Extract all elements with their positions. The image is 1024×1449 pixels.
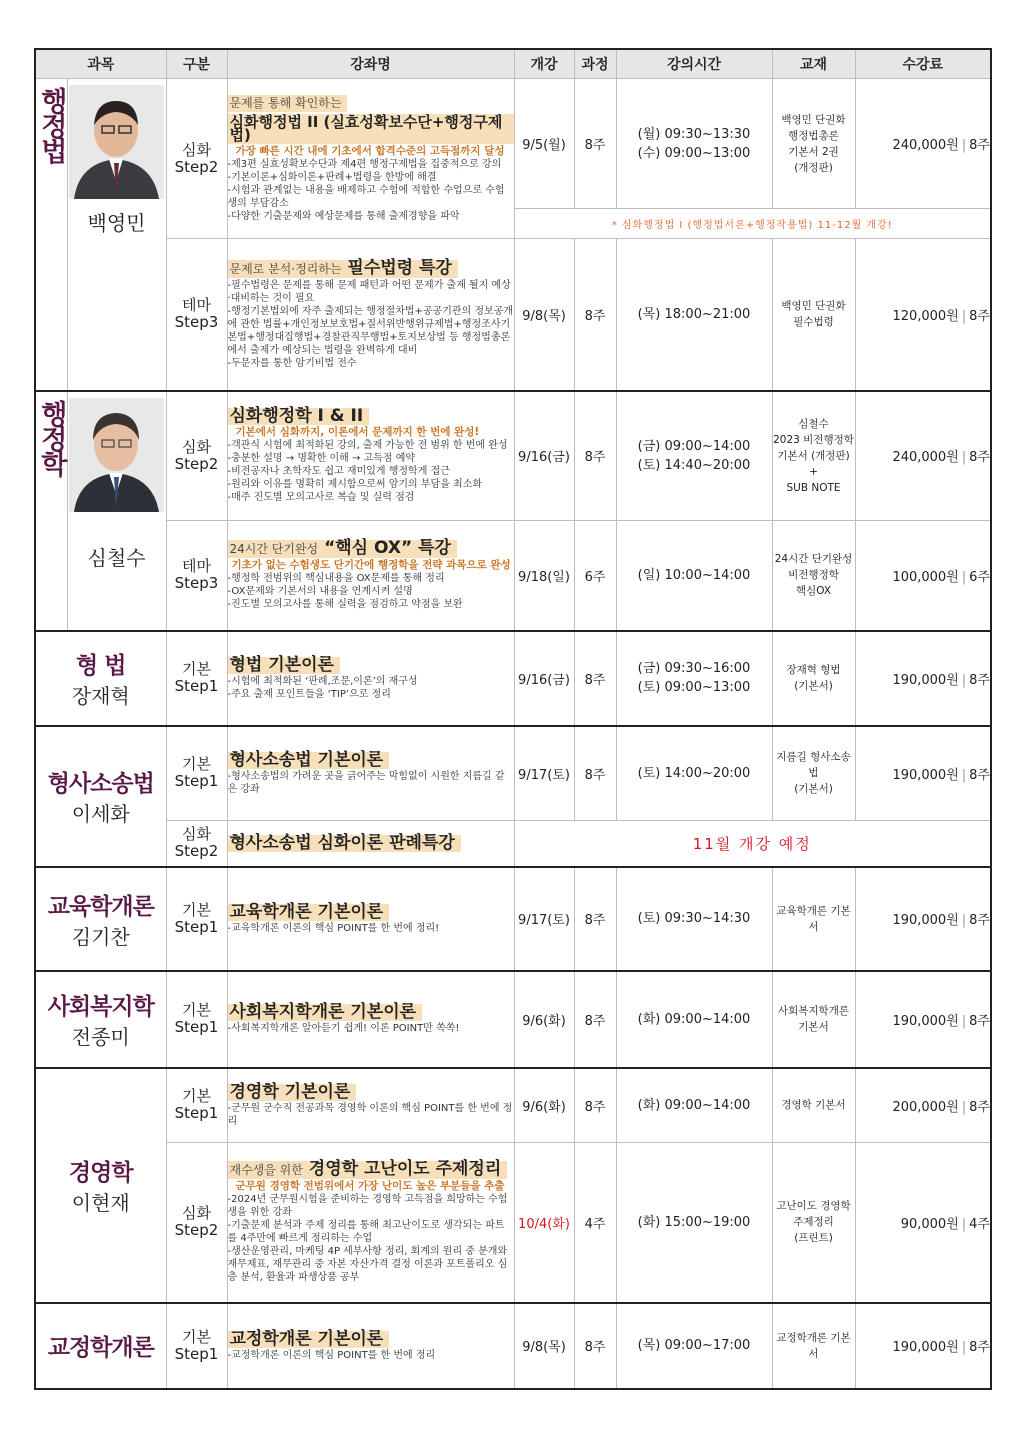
duration: 8주 <box>574 971 616 1068</box>
course-cell <box>227 631 514 726</box>
portrait-icon <box>69 398 164 512</box>
table-row <box>35 1143 991 1303</box>
course-cell: 문제로 분석·정리하는 필수법령 특강 -필수법령은 문제를 통해 문제 패턴과 어떤 문제가 출제 될지 예상·대비하는 것이 필요 -행정기본법외에 자주 출제되는 행정절차법+공공기관의 정보공개에 관한 법률+개인정보보호법+질서위반행위규제법+행정조사기본법+행정대집행법+경찰관직무행법+토지보상법 등 행정법총론에서 출제가 예상되는 법령을 완벽하게 대비 -두문자를 통한 암기비법 전수 <box>227 239 514 391</box>
list-item: -군무원 군수직 전공과목 경영학 이론의 핵심 POINT를 한 번에 정리 <box>227 1102 513 1127</box>
duration: 8주 <box>574 79 616 209</box>
course-title: 경영학 기본이론 <box>228 1084 357 1101</box>
level-cell: 테마 Step3 <box>166 239 227 391</box>
subject-cell <box>35 726 166 867</box>
teacher-name: 이세화 <box>71 802 130 826</box>
fee: 100,000원 | 6주 <box>855 521 991 631</box>
list-item: -주요 출제 포인트들을 ‘TIP’으로 정리 <box>227 688 391 700</box>
teacher-name: 심철수 <box>87 545 146 570</box>
course-cell: 심화행정학 I & II 기본에서 심화까지, 이론에서 문제까지 한 번에 완성! -객관식 시험에 최적화된 강의, 출제 가능한 전 범위 한 번에 완성 -충분한 설명 → 명확한 이해 → 고득점 예약 -비전공자나 초학자도 쉽고 재미있게 행정학게 접근 -원리와 이유를 명확히 제시함으로써 암기의 부담을 최소화 -매주 진도별 모의고사로 복습 및 실력 점검 <box>227 391 514 521</box>
course-title: 심화행정학 I & II <box>228 408 370 425</box>
list-item: -시험에 최적화된 ‘판례,조문,이론’의 재구성 <box>227 675 418 687</box>
level-cell: 기본 Step1 <box>166 971 227 1068</box>
fee: 190,000원 | 8주 <box>855 867 991 971</box>
table-row <box>35 1303 991 1389</box>
course-title: “핵심 OX” 특강 <box>324 538 451 559</box>
textbook: 심철수 2023 비전행정학 기본서 (개정판) + SUB NOTE <box>772 391 855 521</box>
start-date: 9/6(화) <box>514 971 574 1068</box>
fee: 120,000원 | 8주 <box>855 239 991 391</box>
list-item: -기본이론+심화이론+판례+법령을 한방에 해결 <box>227 172 437 183</box>
textbook: 장재혁 형법 (기본서) <box>772 631 855 726</box>
subject-name: 교정학개론 <box>47 1335 154 1361</box>
teacher-name: 김기찬 <box>71 924 130 949</box>
subject-haengjeonghak: 행정학 <box>35 391 67 631</box>
start-date: 10/4(화) <box>514 1143 574 1303</box>
level-cell: 기본 Step1 <box>166 1068 227 1143</box>
fee: 90,000원 | 4주 <box>855 1143 991 1303</box>
list-item: -사회복지학개론 알아듣기 쉽게! 이론 POINT만 쏙쏙! <box>227 1023 460 1034</box>
duration: 8주 <box>574 631 616 726</box>
course-cell <box>227 867 514 971</box>
fee: 190,000원 | 8주 <box>855 971 991 1068</box>
fee: 190,000원 | 8주 <box>855 726 991 821</box>
course-title: 심화행정법 II (실효성확보수단+행정구제법) <box>228 114 514 144</box>
lecture-times <box>616 521 772 631</box>
list-item: -제3편 실효성확보수단과 제4편 행정구제법을 집중적으로 강의 <box>227 159 502 170</box>
subject-name: 형 법 <box>76 653 126 679</box>
list-item: -다양한 기출문제와 예상문제를 통해 출제경향을 파악 <box>227 211 460 222</box>
avatar <box>69 85 164 199</box>
subject-name: 형사소송법 <box>47 771 154 797</box>
level-cell: 심화 Step2 <box>166 79 227 239</box>
textbook: 백영민 단권화 행정법총론 기본서 2권 (개정판) <box>772 79 855 209</box>
list-item: -교육학개론 이론의 핵심 POINT를 한 번에 정리! <box>227 922 440 934</box>
subject-haengjeongbeop: 행정법 <box>35 79 67 391</box>
list-item: (수) 09:00~13:00 <box>637 145 751 161</box>
start-date: 9/8(목) <box>514 239 574 391</box>
list-item: -기출문제 분석과 주제 정리를 통해 최고난이도로 생각되는 파트를 4주만에 빠르게 정리하는 수업 <box>227 1220 505 1245</box>
list-item: -형사소송법의 가려운 곳을 긁어주는 막힘없이 시원한 지름길 같은 강좌 <box>227 770 505 795</box>
lecture-times <box>616 79 772 209</box>
course-cell <box>227 821 514 867</box>
table-row <box>35 821 991 867</box>
lecture-times <box>616 631 772 726</box>
course-title: 교육학개론 기본이론 <box>228 904 390 921</box>
duration: 8주 <box>574 1303 616 1389</box>
course-cell <box>227 726 514 821</box>
header-fee: 수강료 <box>855 49 991 79</box>
portrait-icon <box>69 85 164 199</box>
start-date: 9/17(토) <box>514 867 574 971</box>
subject-name: 사회복지학 <box>47 994 154 1020</box>
list-item: (목) 09:00~17:00 <box>637 1338 751 1353</box>
level-cell: 기본 Step1 <box>166 631 227 726</box>
course-title: 형사소송법 심화이론 판례특강 <box>228 835 461 852</box>
textbook: 교정학개론 기본서 <box>772 1303 855 1389</box>
table-row <box>35 971 991 1068</box>
textbook: 24시간 단기완성 비전행정학 핵심OX <box>772 521 855 631</box>
textbook: 고난이도 경영학 주제정리 (프린트) <box>772 1143 855 1303</box>
level-cell: 심화 Step2 <box>166 391 227 521</box>
duration: 8주 <box>574 867 616 971</box>
list-item: -두문자를 통한 암기비법 전수 <box>227 357 357 369</box>
list-item: (월) 09:30~13:30 <box>637 126 751 142</box>
duration: 8주 <box>574 391 616 521</box>
level-cell: 심화 Step2 <box>166 1143 227 1303</box>
fee: 190,000원 | 8주 <box>855 631 991 726</box>
list-item: -교정학개론 이론의 핵심 POINT를 한 번에 정리 <box>227 1349 436 1361</box>
lecture-times <box>616 239 772 391</box>
list-item: (목) 18:00~21:00 <box>637 306 751 322</box>
lecture-times <box>616 867 772 971</box>
course-cell: 재수생을 위한 경영학 고난이도 주제정리 군무원 경영학 전범위에서 가장 난이도 높은 부분들을 추출 -2024년 군무원시험을 준비하는 경영학 고득점을 희망하는 수험생을 위한 강좌 -기출문제 분석과 주제 정리를 통해 최고난이도로 생각되는 파트를 4주만에 빠르게 정리하는 수업 -생산운영관리, 마케팅 4P 세부사항 정리, 회계의 원리 중 분개와 재무제표, 재무관리 중 자본 자산가격 결정 이론과 포트폴리오 심층 분석, 환율과 파생상품 공부 <box>227 1143 514 1303</box>
teacher-name: 전종미 <box>71 1025 130 1049</box>
subject-cell <box>35 1068 166 1303</box>
level-cell: 기본 Step1 <box>166 1303 227 1389</box>
list-item: -진도별 모의고사를 통해 실력을 점검하고 약점을 보완 <box>227 599 463 611</box>
textbook: 지름길 형사소송법 (기본서) <box>772 726 855 821</box>
header-course: 강좌명 <box>227 49 514 79</box>
subject-cell <box>35 867 166 971</box>
lecture-times <box>616 391 772 521</box>
lecture-times <box>616 971 772 1068</box>
avatar <box>69 398 164 512</box>
list-item: -행정기본법외에 자주 출제되는 행정절차법+공공기관의 정보공개에 관한 법률+개인정보보호법+질서위반행위규제법+행정조사기본법+행정대집행법+경찰관직무행법+토지보상법 등 행정법총론에서 출제가 예상되는 법령을 완벽하게 대비 <box>227 305 514 356</box>
list-item: (화) 09:00~14:00 <box>637 1097 751 1113</box>
list-item: (화) 09:00~14:00 <box>637 1011 751 1027</box>
notice: * 심화행정법 I (행정법서론+행정작용법) 11-12월 개강! <box>514 209 991 239</box>
schedule-table <box>34 48 992 1390</box>
level-cell: 테마 Step3 <box>166 521 227 631</box>
start-date: 9/17(토) <box>514 726 574 821</box>
upcoming-notice: 11월 개강 예정 <box>514 821 991 867</box>
teacher-cell <box>67 391 166 631</box>
course-title: 형법 기본이론 <box>228 657 340 674</box>
list-item: -생산운영관리, 마케팅 4P 세부사항 정리, 회계의 원리 중 분개와 재무제표, 재무관리 중 자본 자산가격 결정 이론과 포트폴리오 심층 분석, 환율과 파생상품 공부 <box>227 1246 508 1284</box>
list-item: (금) 09:00~14:00 <box>637 438 751 454</box>
table-row <box>35 79 991 209</box>
table-row <box>35 521 991 631</box>
header-subject: 과목 <box>35 49 166 79</box>
lecture-times <box>616 726 772 821</box>
textbook: 백영민 단권화 필수법령 <box>772 239 855 391</box>
header-duration: 과정 <box>574 49 616 79</box>
textbook: 교육학개론 기본서 <box>772 867 855 971</box>
list-item: (일) 10:00~14:00 <box>637 567 751 583</box>
course-cell: 24시간 단기완성 “핵심 OX” 특강 기초가 없는 수험생도 단기간에 행정학을 전략 과목으로 완성 -행정학 전범위의 핵심내용을 OX문제를 통해 정리 -OX문제와 기본서의 내용을 연계시켜 설명 -진도별 모의고사를 통해 실력을 점검하고 약점을 보완 <box>227 521 514 631</box>
course-title: 경영학 고난이도 주제정리 <box>308 1159 502 1180</box>
header-book: 교재 <box>772 49 855 79</box>
start-date: 9/16(금) <box>514 391 574 521</box>
level-cell: 기본 Step1 <box>166 726 227 821</box>
fee: 240,000원 | 8주 <box>855 79 991 209</box>
subject-name: 교육학개론 <box>47 893 154 920</box>
level-cell: 심화 Step2 <box>166 821 227 867</box>
list-item: -시험과 관계없는 내용을 배제하고 수험에 적합한 수업으로 수험생의 부담감소 <box>227 185 505 209</box>
level-cell: 기본 Step1 <box>166 867 227 971</box>
table-row <box>35 867 991 971</box>
start-date: 9/8(목) <box>514 1303 574 1389</box>
table-row <box>35 631 991 726</box>
list-item: -OX문제와 기본서의 내용을 연계시켜 설명 <box>227 586 413 598</box>
textbook: 사회복지학개론 기본서 <box>772 971 855 1068</box>
textbook: 경영학 기본서 <box>772 1068 855 1143</box>
course-cell <box>227 1303 514 1389</box>
start-date: 9/5(월) <box>514 79 574 209</box>
teacher-cell <box>67 79 166 391</box>
list-item: (토) 14:00~20:00 <box>637 765 751 781</box>
fee: 240,000원 | 8주 <box>855 391 991 521</box>
header-level: 구분 <box>166 49 227 79</box>
duration: 8주 <box>574 1068 616 1143</box>
course-cell: 문제를 통해 확인하는 심화행정법 II (실효성확보수단+행정구제법) 가장 빠른 시간 내에 기초에서 합격수준의 고득점까지 달성 -제3편 실효성확보수단과 제4편 행정구제법을 집중적으로 강의 -기본이론+심화이론+판례+법령을 한방에 해결 -시험과 관계없는 내용을 배제하고 수험에 적합한 수업으로 수험생의 부담감소 -다양한 기출문제와 예상문제를 통해 출제경향을 파악 <box>227 79 514 239</box>
subject-cell <box>35 971 166 1068</box>
list-item: -원리와 이유를 명확히 제시함으로써 암기의 부담을 최소화 <box>227 479 483 491</box>
header-time: 강의시간 <box>616 49 772 79</box>
list-item: -행정학 전범위의 핵심내용을 OX문제를 통해 정리 <box>227 573 445 585</box>
duration: 4주 <box>574 1143 616 1303</box>
subject-name: 경영학 <box>68 1160 133 1186</box>
list-item: -비전공자나 초학자도 쉽고 재미있게 행정학게 접근 <box>227 466 450 478</box>
header-row <box>35 49 991 79</box>
start-date: 9/18(일) <box>514 521 574 631</box>
course-cell <box>227 971 514 1068</box>
list-item: (토) 14:40~20:00 <box>637 457 751 473</box>
list-item: -필수법령은 문제를 통해 문제 패턴과 어떤 문제가 출제 될지 예상·대비하는 것이 필요 <box>227 279 511 304</box>
start-date: 9/16(금) <box>514 631 574 726</box>
lecture-times <box>616 1143 772 1303</box>
duration: 8주 <box>574 726 616 821</box>
subject-cell <box>35 1303 166 1389</box>
teacher-name: 백영민 <box>87 211 146 235</box>
header-start: 개강 <box>514 49 574 79</box>
fee: 190,000원 | 8주 <box>855 1303 991 1389</box>
course-title: 필수법령 특강 <box>347 257 452 278</box>
list-item: (금) 09:30~16:00 <box>637 661 751 676</box>
subject-cell <box>35 631 166 726</box>
duration: 8주 <box>574 239 616 391</box>
table-row <box>35 239 991 391</box>
course-title: 사회복지학개론 기본이론 <box>228 1004 423 1021</box>
table-row <box>35 391 991 521</box>
list-item: (토) 09:30~14:30 <box>637 911 751 926</box>
fee: 200,000원 | 8주 <box>855 1068 991 1143</box>
start-date: 9/6(화) <box>514 1068 574 1143</box>
lecture-times <box>616 1068 772 1143</box>
duration: 6주 <box>574 521 616 631</box>
course-title: 교정학개론 기본이론 <box>228 1331 390 1348</box>
list-item: -충분한 설명 → 명확한 이해 → 고득점 예약 <box>227 453 416 465</box>
course-cell <box>227 1068 514 1143</box>
table-row <box>35 726 991 821</box>
list-item: (토) 09:00~13:00 <box>637 680 751 695</box>
list-item: (화) 15:00~19:00 <box>637 1214 751 1230</box>
lecture-times <box>616 1303 772 1389</box>
list-item: -객관식 시험에 최적화된 강의, 출제 가능한 전 범위 한 번에 완성 <box>227 440 508 452</box>
list-item: -2024년 군무원시험을 준비하는 경영학 고득점을 희망하는 수험생을 위한 강좌 <box>227 1194 508 1219</box>
teacher-name: 장재혁 <box>71 684 130 708</box>
table-row <box>35 1068 991 1143</box>
list-item: -매주 진도별 모의고사로 복습 및 실력 점검 <box>227 492 415 504</box>
teacher-name: 이현재 <box>71 1191 130 1215</box>
course-title: 형사소송법 기본이론 <box>228 752 390 769</box>
